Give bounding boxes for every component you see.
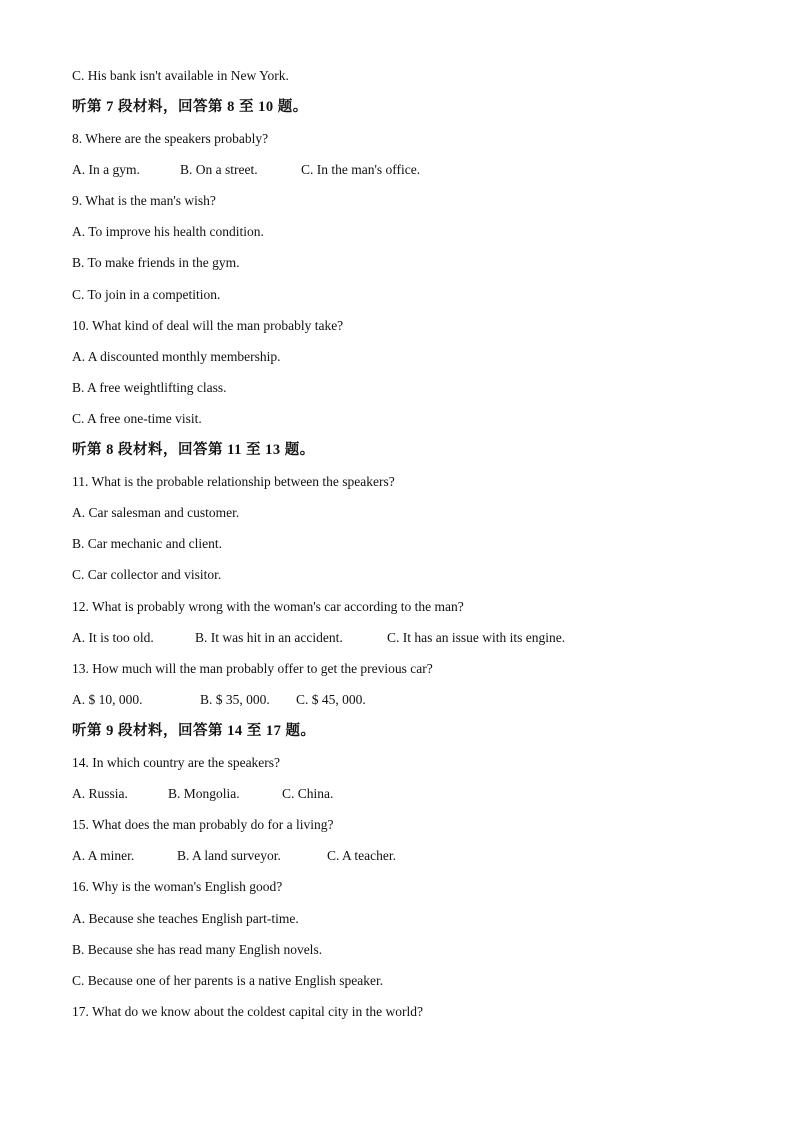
section-heading-7: 听第 7 段材料，回答第 8 至 10 题。 (72, 99, 308, 115)
question-14: 14. In which country are the speakers? (72, 755, 281, 770)
option-13a: A. $ 10, 000. (72, 692, 143, 707)
option-14a: A. Russia. (72, 786, 128, 801)
option-10b: B. A free weightlifting class. (72, 380, 227, 395)
question-12: 12. What is probably wrong with the woman's car according to the man? (72, 599, 464, 614)
question-13-options (72, 691, 366, 709)
option-12a: A. It is too old. (72, 630, 154, 645)
question-8: 8. Where are the speakers probably? (72, 131, 269, 146)
option-14b: B. Mongolia. (168, 786, 240, 801)
option-14c: C. China. (282, 786, 334, 801)
question-11: 11. What is the probable relationship between the speakers? (72, 474, 395, 489)
question-8-options (72, 161, 420, 179)
option-12c: C. It has an issue with its engine. (387, 630, 566, 645)
option-16b: B. Because she has read many English novels. (72, 942, 323, 957)
question-12-options (72, 629, 565, 647)
option-15c: C. A teacher. (327, 848, 396, 863)
question-13: 13. How much will the man probably offer to get the previous car? (72, 661, 433, 676)
question-15-options (72, 847, 396, 865)
question-16: 16. Why is the woman's English good? (72, 879, 283, 894)
option-11b: B. Car mechanic and client. (72, 536, 222, 551)
question-15: 15. What does the man probably do for a living? (72, 817, 334, 832)
option-8c: C. In the man's office. (301, 162, 421, 177)
question-17: 17. What do we know about the coldest capital city in the world? (72, 1004, 424, 1019)
option-15b: B. A land surveyor. (177, 848, 281, 863)
section-heading-9: 听第 9 段材料，回答第 14 至 17 题。 (72, 723, 316, 739)
option-9c: C. To join in a competition. (72, 287, 221, 302)
question-9: 9. What is the man's wish? (72, 193, 216, 208)
option-11c: C. Car collector and visitor. (72, 567, 222, 582)
option-10c: C. A free one-time visit. (72, 411, 202, 426)
question-10: 10. What kind of deal will the man probably take? (72, 318, 344, 333)
option-10a: A. A discounted monthly membership. (72, 349, 281, 364)
option-13c: C. $ 45, 000. (296, 692, 366, 707)
option-16a: A. Because she teaches English part-time. (72, 911, 299, 926)
option-8b: B. On a street. (180, 162, 258, 177)
option-9b: B. To make friends in the gym. (72, 255, 240, 270)
option-9a: A. To improve his health condition. (72, 224, 264, 239)
option-12b: B. It was hit in an accident. (195, 630, 343, 645)
option-16c: C. Because one of her parents is a native English speaker. (72, 973, 384, 988)
question-14-options (72, 785, 333, 803)
option-11a: A. Car salesman and customer. (72, 505, 240, 520)
option-13b: B. $ 35, 000. (200, 692, 270, 707)
option-7c: C. His bank isn't available in New York. (72, 68, 289, 83)
option-8a: A. In a gym. (72, 162, 140, 177)
section-heading-8: 听第 8 段材料，回答第 11 至 13 题。 (72, 442, 315, 458)
option-15a: A. A miner. (72, 848, 135, 863)
